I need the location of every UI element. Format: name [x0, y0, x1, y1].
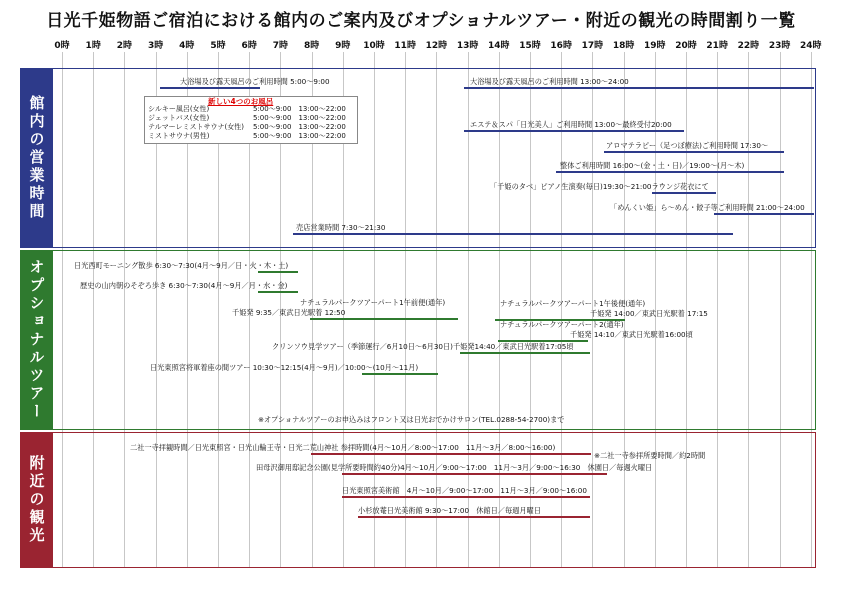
park-pm2-detail: 千姫発 14:10／東武日光駅着16:00頃 [570, 330, 693, 339]
hour-label: 1時 [85, 41, 101, 51]
section-inhouse [20, 68, 816, 248]
hour-label: 18時 [612, 41, 635, 51]
hour-label: 5時 [210, 41, 226, 51]
nishaichiji-bar [311, 453, 591, 455]
hour-label: 0時 [54, 41, 70, 51]
hour-label: 22時 [737, 41, 760, 51]
morning-walk-tour: 日光西町モーニング散歩 6:30～7:30(4月～9月／日・火・木・土) [74, 261, 289, 270]
new-bath-times: 5:00～9:00 13:00～22:00 [253, 132, 346, 140]
hour-label: 3時 [147, 41, 164, 51]
hour-label: 13時 [456, 41, 479, 51]
optional-tour-note: ※オプショナルツアーのお申込みはフロント又は日光おでかけサロン(TEL.0288-54-2700)まで [258, 415, 565, 424]
section-label-inhouse: 館内の営業時間 [27, 95, 46, 221]
aroma-bar [604, 151, 784, 153]
seitai-bar [556, 171, 784, 173]
new-bath-name: シルキー風呂(女性) [148, 105, 210, 113]
hour-label: 20時 [675, 41, 697, 51]
hour-label: 14時 [488, 41, 510, 51]
hour-label: 12時 [425, 41, 448, 51]
shop-bar [293, 233, 733, 235]
kosugi-hours: 小杉放菴日光美術館 9:30～17:00 休館日／毎週月曜日 [358, 506, 541, 515]
hour-label: 7時 [272, 41, 289, 51]
esthe-bar [464, 130, 684, 132]
hour-label: 15時 [519, 41, 541, 51]
hour-label: 16時 [550, 41, 572, 51]
bath-morning-bar [160, 87, 260, 89]
shogun-tour: 日光東照宮将軍着座の間ツアー 10:30～12:15(4月～9月)／10:00～(10月～11月) [150, 363, 419, 372]
hour-label: 10時 [363, 41, 385, 51]
hour-label: 4時 [179, 41, 195, 51]
new-baths-title: 新しい4つのお風呂 [208, 97, 274, 106]
park-pm1-detail: 千姫発 14:00／東武日光駅着 17:15 [590, 309, 708, 318]
hour-label: 11時 [394, 41, 416, 51]
bath-day-hours: 大浴場及び露天風呂のご利用時間 13:00～24:00 [470, 77, 629, 86]
new-bath-times: 5:00～9:00 13:00～22:00 [253, 123, 346, 131]
bath-day-bar [464, 87, 814, 89]
nishaichiji-hours: 二社一寺拝観時間／日光東照宮・日光山輪王寺・日光二荒山神社 参拝時間(4月～10月／8:00～17:00 11月～3月／8:00～16:00) [130, 443, 556, 452]
hour-label: 23時 [768, 41, 791, 51]
hour-label: 21時 [706, 41, 728, 51]
kurinsou-tour: クリンソウ見学ツアー（季節運行／6月10日～6月30日)千姫発14:40／東武日光駅着17:05頃 [272, 342, 574, 351]
section-band-nearby [21, 433, 53, 567]
hour-label: 6時 [241, 41, 257, 51]
section-optional [20, 250, 816, 430]
section-label-optional: オプショナルツアー [27, 259, 46, 421]
morning-walk-bar [258, 271, 298, 273]
hour-label: 24時 [800, 41, 822, 51]
hour-label: 2時 [116, 41, 133, 51]
seitai-hours: 整体ご利用時間 16:00～(金・土・日)／19:00～(月～木) [560, 161, 745, 170]
piano-hours: 「千姫のタベ」ピアノ生演奏(毎日)19:30～21:00ラウンジ花衣にて [490, 182, 709, 191]
park-am-detail: 千姫発 9:35／東武日光駅着 12:50 [232, 308, 346, 317]
park-pm2-title: ナチュラルパークツアーパート2(通年) [500, 320, 624, 329]
section-label-nearby: 附近の観光 [27, 455, 46, 545]
nishaichiji-note: ※二社一寺参拝所要時間／約2時間 [594, 451, 706, 460]
noodle-bar [714, 213, 814, 215]
new-bath-times: 5:00～9:00 13:00～22:00 [253, 105, 346, 113]
new-bath-name: テルマーレミストサウナ(女性) [148, 123, 244, 131]
new-bath-times: 5:00～9:00 13:00～22:00 [253, 114, 346, 122]
hour-label: 9時 [335, 41, 351, 51]
new-bath-name: ミストサウナ(男性) [148, 132, 210, 140]
shop-hours: 売店営業時間 7:30～21:30 [296, 223, 386, 232]
tamozawa-hours: 田母沢御用邸記念公園(見学所要時間約40分)4月～10月／9:00～17:00 11月～3月／9:00～16:30 休園日／毎週火曜日 [256, 463, 653, 472]
museum-hours: 日光東照宮美術館 4月～10月／9:00～17:00 11月～3月／9:00～16:00 [342, 486, 587, 495]
hour-label: 17時 [581, 41, 604, 51]
park-am-bar [310, 318, 458, 320]
new-bath-name: ジェットバス(女性) [148, 114, 210, 122]
section-band-optional [21, 251, 53, 429]
page-title: 日光千姫物語ご宿泊における館内のご案内及びオプショナルツアー・附近の観光の時間割り一覧 [46, 11, 796, 31]
park-pm1-title: ナチュラルパークツアーパート1午後便(通年) [500, 299, 646, 308]
hour-label: 19時 [644, 41, 666, 51]
history-walk-tour: 歴史の山内朝のそぞろ歩き 6:30～7:30(4月～9月／月・水・金) [80, 281, 288, 290]
park-am-title: ナチュラルパークツアーパート1午前便(通年) [300, 298, 446, 307]
hour-label: 8時 [303, 41, 320, 51]
piano-bar [652, 192, 716, 194]
section-band-inhouse [21, 69, 53, 247]
kosugi-bar [358, 516, 590, 518]
kurinsou-bar [460, 352, 590, 354]
shogun-bar [362, 373, 438, 375]
tamozawa-bar [342, 473, 607, 475]
aroma-hours: アロマテラピー（足つぼ療法)ご利用時間 17:30～ [606, 141, 769, 150]
bath-morning-hours: 大浴場及び露天風呂のご利用時間 5:00～9:00 [180, 77, 330, 86]
museum-bar [342, 496, 590, 498]
noodle-hours: 「めんくい姫」ら～めん・餃子等ご利用時間 21:00～24:00 [610, 203, 805, 212]
history-walk-bar [258, 291, 298, 293]
esthe-hours: エステ＆スパ「日光美人」ご利用時間 13:00～最終受付20:00 [470, 120, 672, 129]
